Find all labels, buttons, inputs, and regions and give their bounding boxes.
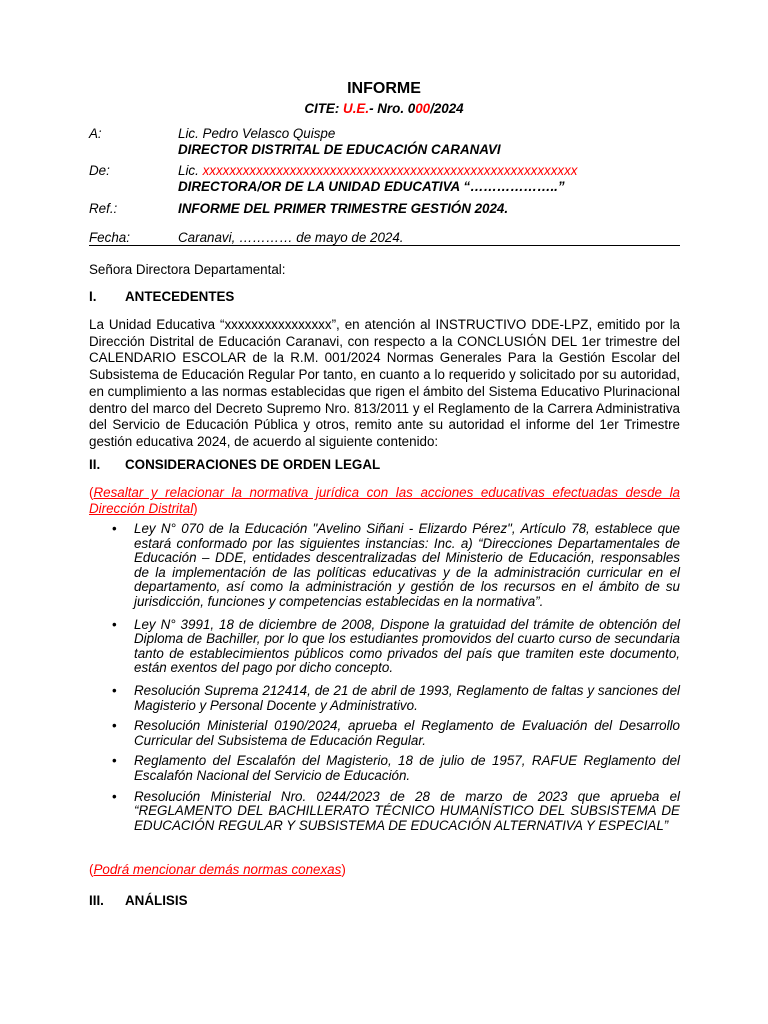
note-open-paren: ( [89, 485, 94, 500]
section-title: ANÁLISIS [125, 893, 188, 908]
bullet-icon: • [112, 788, 117, 804]
document-title: INFORME [347, 80, 421, 97]
date-text: Caranavi, ………… de mayo de 2024. [178, 230, 404, 245]
bullet-icon: • [112, 616, 117, 632]
list-item-text: Ley N° 3991, 18 de diciembre de 2008, Dispone la gratuidad del trámite de obtención del Diploma de Bachiller, por lo que los estudiantes promovidos del cuarto curso de secundaria tanto de establecimientos públicos como privados del país que tramiten este documento, están exentos del pago por dicho concepto. [134, 616, 680, 676]
legal-instruction-note [89, 485, 680, 517]
list-item [112, 754, 680, 783]
section-number: II. [89, 457, 101, 472]
note-text: Resaltar y relacionar la normativa jurídica con las acciones educativas efectuadas desde la Dirección Distrital [89, 485, 680, 516]
note-open-paren: ( [89, 862, 94, 877]
section-number: I. [89, 289, 97, 304]
sender-value [178, 163, 578, 195]
list-item [112, 790, 680, 834]
reference-label: Ref.: [89, 201, 118, 216]
addressee-label: A: [89, 126, 102, 141]
list-item [112, 618, 680, 676]
other-norms-note [89, 862, 680, 878]
bullet-icon: • [112, 521, 117, 536]
cite-prefix: CITE: [304, 101, 344, 116]
sender-label: De: [89, 163, 110, 178]
sender-name-line [178, 163, 578, 179]
list-item [112, 719, 680, 748]
addressee-position: DIRECTOR DISTRITAL DE EDUCACIÓN CARANAVI [178, 142, 501, 157]
list-item-text: Resolución Suprema 212414, de 21 de abril de 1993, Reglamento de faltas y sanciones del Magisterio y Personal Docente y Administrativo. [134, 682, 680, 713]
list-item [112, 684, 680, 713]
note-close-paren: ) [193, 501, 198, 516]
bullet-icon: • [112, 753, 117, 769]
sender-name-placeholder: xxxxxxxxxxxxxxxxxxxxxxxxxxxxxxxxxxxxxxxxxxxxxxxxxxxxxxxx [202, 163, 578, 178]
reference-text: INFORME DEL PRIMER TRIMESTRE GESTIÓN 2024. [178, 201, 509, 216]
legal-norms-list [112, 522, 680, 833]
header-divider [89, 245, 680, 246]
section-title: CONSIDERACIONES DE ORDEN LEGAL [125, 457, 381, 472]
list-item-text: Ley N° 070 de la Educación "Avelino Siñani - Elizardo Pérez", Artículo 78, establece que estará conformado por las siguientes instancias: Inc. a) “Direcciones Departamentales de Educación – DDE, entidades descentralizadas del Ministerio de Educación, responsables de la implementación de las políticas educativas y de la administración curricular en el departamento, así como la administración y gestión de los recursos en el ámbito de su jurisdicción, funciones y competencias establecidas en la normativa”. [134, 521, 680, 609]
section-number: III. [89, 893, 104, 908]
list-item-text: Reglamento del Escalafón del Magisterio, 18 de julio de 1957, RAFUE Reglamento del Escalafón Nacional del Servicio de Educación. [134, 753, 680, 783]
cite-year: /2024 [430, 101, 464, 116]
list-item [112, 522, 680, 610]
section-title: ANTECEDENTES [125, 289, 235, 304]
list-item-text: Resolución Ministerial Nro. 0244/2023 de 28 de marzo de 2023 que aprueba el “REGLAMENTO DEL BACHILLERATO TÉCNICO HUMANÍSTICO DEL SUBSISTEMA DE EDUCACIÓN REGULAR Y SUBSISTEMA DE EDUCACIÓN ALTERNATIVA Y ESPECIAL” [134, 788, 680, 833]
bullet-icon: • [112, 718, 117, 734]
cite-dash: - Nro. 0 [369, 101, 416, 116]
antecedentes-paragraph: La Unidad Educativa “xxxxxxxxxxxxxxxx”, en atención al INSTRUCTIVO DDE-LPZ, emitido por la Dirección Distrital de Educación Caranavi, con respecto a la CONCLUSIÓN DEL 1er trimestre del CALENDARIO ESCOLAR de la R.M. 001/2024 Normas Generales Para la Gestión Escolar del Subsistema de Educación Regular Por tanto, en cuanto a lo requerido y solicitado por su autoridad, en cumplimiento a las normas establecidas que rigen el ámbito del Sistema Educativo Plurinacional dentro del marco del Decreto Supremo Nro. 813/2011 y el Reglamento de la Carrera Administrativa del Servicio de Educación Pública y otros, remito ante su autoridad el informe del 1er Trimestre gestión educativa 2024, de acuerdo al siguiente contenido: [89, 317, 680, 449]
section-heading-legal [89, 457, 380, 472]
addressee-name: Lic. Pedro Velasco Quispe [178, 126, 336, 141]
list-item-text: Resolución Ministerial 0190/2024, aprueba el Reglamento de Evaluación del Desarrollo Curricular del Subsistema de Educación Regular. [134, 718, 680, 748]
note-text: Podrá mencionar demás normas conexas [93, 862, 342, 877]
addressee-value [178, 126, 501, 158]
note-close-paren: ) [341, 862, 346, 877]
section-heading-antecedentes [89, 289, 234, 304]
cite-ue: U.E. [343, 101, 370, 116]
date-label: Fecha: [89, 230, 130, 245]
cite-line [0, 101, 768, 116]
section-heading-analisis [89, 893, 188, 908]
sender-prefix: Lic. [178, 163, 203, 178]
sender-position: DIRECTORA/OR DE LA UNIDAD EDUCATIVA “………………..” [178, 179, 565, 194]
cite-number: 00 [415, 101, 431, 116]
salutation: Señora Directora Departamental: [89, 262, 286, 277]
bullet-icon: • [112, 682, 117, 698]
